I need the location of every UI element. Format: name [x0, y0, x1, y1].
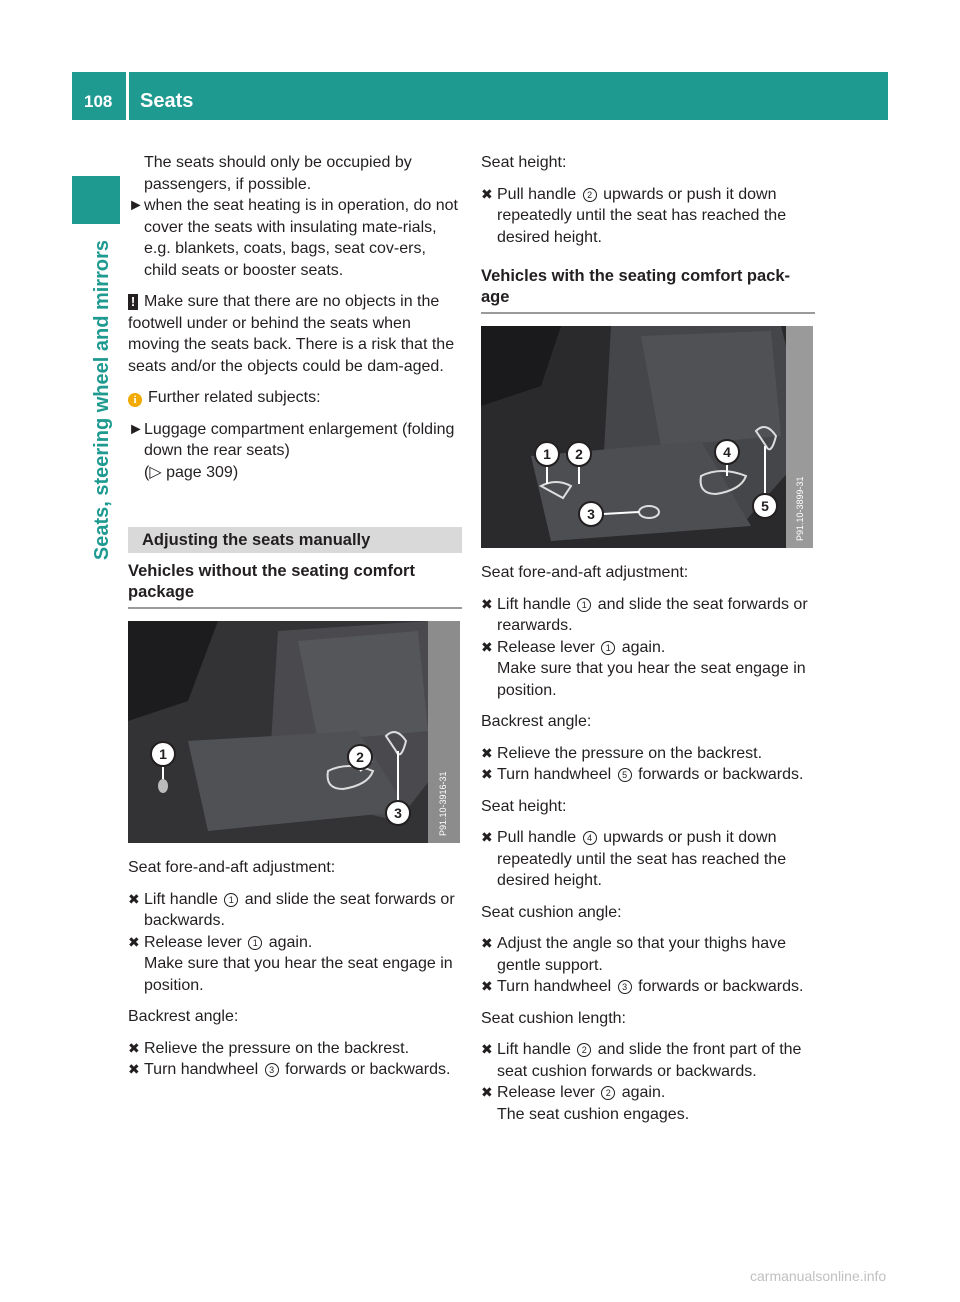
sidebar-chapter-title: Seats, steering wheel and mirrors [91, 240, 113, 561]
callout-ref: 5 [618, 768, 632, 782]
page-reference-text: page 309) [166, 463, 239, 481]
warning-note [128, 291, 462, 377]
adjust-label: Backrest angle: [128, 1008, 239, 1025]
callout-2: 2 [575, 446, 583, 462]
step-arrow-icon: ✖ [481, 1041, 493, 1057]
continued-text: The seats should only be occupied by [144, 154, 412, 171]
adjust-label: Seat fore-and-aft adjustment: [128, 859, 336, 876]
watermark[interactable]: carmanualsonline.info [750, 1268, 887, 1284]
callout-ref: 4 [583, 831, 597, 845]
right-column [481, 152, 815, 1125]
seat-photo-comfort [481, 326, 813, 548]
callout-4: 4 [723, 444, 731, 460]
info-icon: i [128, 393, 142, 407]
step-item: ✖ Release lever 1 again. Make sure that you hear the seat engage in position. [128, 933, 453, 994]
left-column [128, 152, 462, 1081]
callout-2: 2 [356, 749, 364, 765]
step-arrow-icon: ✖ [128, 890, 140, 907]
photo-code: P91.10-3899-31 [795, 476, 805, 541]
step-item: ✖ Relieve the pressure on the backrest. [481, 743, 815, 765]
info-text: Further related subjects: [148, 389, 321, 406]
page-number: 108 [84, 92, 113, 111]
step-arrow-icon: ✖ [481, 766, 493, 782]
bullet-text: when the seat heating is in operation, do not cover the seats with insulating mate-rials, e.g. blankets, coats, bags, seat cov-ers, child seats or booster seats. [144, 197, 458, 279]
sub-heading: Vehicles without the seating comfort package [128, 561, 462, 609]
step-arrow-icon: ✖ [481, 935, 493, 951]
seat-photo-basic [128, 621, 460, 843]
step-arrow-icon: ✖ [481, 595, 493, 612]
callout-ref: 3 [265, 1063, 279, 1077]
sidebar-chapter [84, 240, 114, 760]
warning-text: Make sure that there are no objects in the footwell under or behind the seats when moving the seats back. There is a risk that the seats and/or the objects could be dam-aged. [128, 293, 455, 375]
sidebar-block [72, 176, 120, 224]
callout-1: 1 [543, 446, 551, 462]
section-heading: Adjusting the seats manually [128, 527, 462, 553]
step-item: ✖ Release lever 2 again. The seat cushion engages. [481, 1084, 690, 1123]
warning-icon: ! [128, 294, 138, 310]
bullet-icon: ► [128, 420, 144, 438]
step-arrow-icon: ✖ [481, 638, 493, 655]
callout-ref: 3 [618, 980, 632, 994]
step-arrow-icon: ✖ [128, 1061, 140, 1077]
step-arrow-icon: ✖ [128, 933, 140, 950]
step-item: ✖ Lift handle 2 and slide the front part of the seat cushion forwards or backwards. [481, 1041, 802, 1080]
adjust-label: Seat cushion length: [481, 1009, 626, 1027]
header-bar [72, 72, 888, 120]
bullet-item [128, 195, 462, 281]
step-item: ✖ Pull handle 2 upwards or push it down repeatedly until the seat has reached the desired height. [481, 185, 787, 246]
continued-text: passengers, if possible. [144, 175, 312, 193]
adjust-label: Seat height: [481, 154, 567, 171]
photo-code: P91.10-3916-31 [438, 771, 448, 836]
callout-5: 5 [761, 498, 769, 514]
callout-ref: 2 [583, 188, 597, 202]
step-item: ✖ Turn handwheel 3 forwards or backwards. [481, 976, 815, 998]
info-note [128, 387, 462, 409]
seat-illustration [128, 621, 460, 843]
header-divider [126, 72, 129, 120]
seat-illustration [481, 326, 813, 548]
info-item [128, 419, 462, 462]
callout-1: 1 [159, 746, 167, 762]
callout-3: 3 [587, 506, 595, 522]
step-item: ✖ Pull handle 4 upwards or push it down repeatedly until the seat has reached the desired height. [481, 829, 787, 889]
section-title: Seats [140, 90, 194, 112]
step-arrow-icon: ✖ [128, 1039, 140, 1056]
sub-heading: Vehicles with the seating comfort pack-age [481, 266, 815, 314]
step-item: ✖ Release lever 1 again. Make sure that you hear the seat engage in position. [481, 638, 806, 699]
adjust-label: Backrest angle: [481, 713, 592, 730]
callout-3: 3 [394, 805, 402, 821]
step-arrow-icon: ✖ [481, 744, 493, 761]
callout-ref: 1 [224, 893, 238, 907]
callout-ref: 2 [601, 1086, 615, 1100]
page-reference[interactable]: (▷ page 309) [144, 463, 239, 481]
step-item: ✖ Turn handwheel 5 forwards or backwards. [481, 764, 815, 786]
step-arrow-icon: ✖ [481, 185, 493, 202]
callout-ref: 1 [577, 598, 591, 612]
callout-ref: 1 [601, 641, 615, 655]
adjust-label: Seat cushion angle: [481, 903, 622, 921]
adjust-label: Seat fore-and-aft adjustment: [481, 564, 689, 581]
step-arrow-icon: ✖ [481, 1084, 493, 1100]
adjust-label: Seat height: [481, 797, 567, 815]
step-item: ✖ Adjust the angle so that your thighs have gentle support. [481, 935, 787, 974]
callout-ref: 2 [577, 1043, 591, 1057]
step-item: ✖ Turn handwheel 3 forwards or backwards. [128, 1059, 462, 1081]
step-item: ✖ Lift handle 1 and slide the seat forwards or backwards. [128, 890, 455, 929]
bullet-icon: ► [128, 197, 144, 214]
step-arrow-icon: ✖ [481, 829, 493, 845]
info-item-text: Luggage compartment enlargement (folding down the rear seats) [144, 420, 455, 459]
step-item: ✖ Lift handle 1 and slide the seat forwards or rearwards. [481, 595, 808, 634]
step-arrow-icon: ✖ [481, 978, 493, 994]
callout-ref: 1 [248, 936, 262, 950]
step-item: ✖ Relieve the pressure on the backrest. [128, 1038, 462, 1060]
